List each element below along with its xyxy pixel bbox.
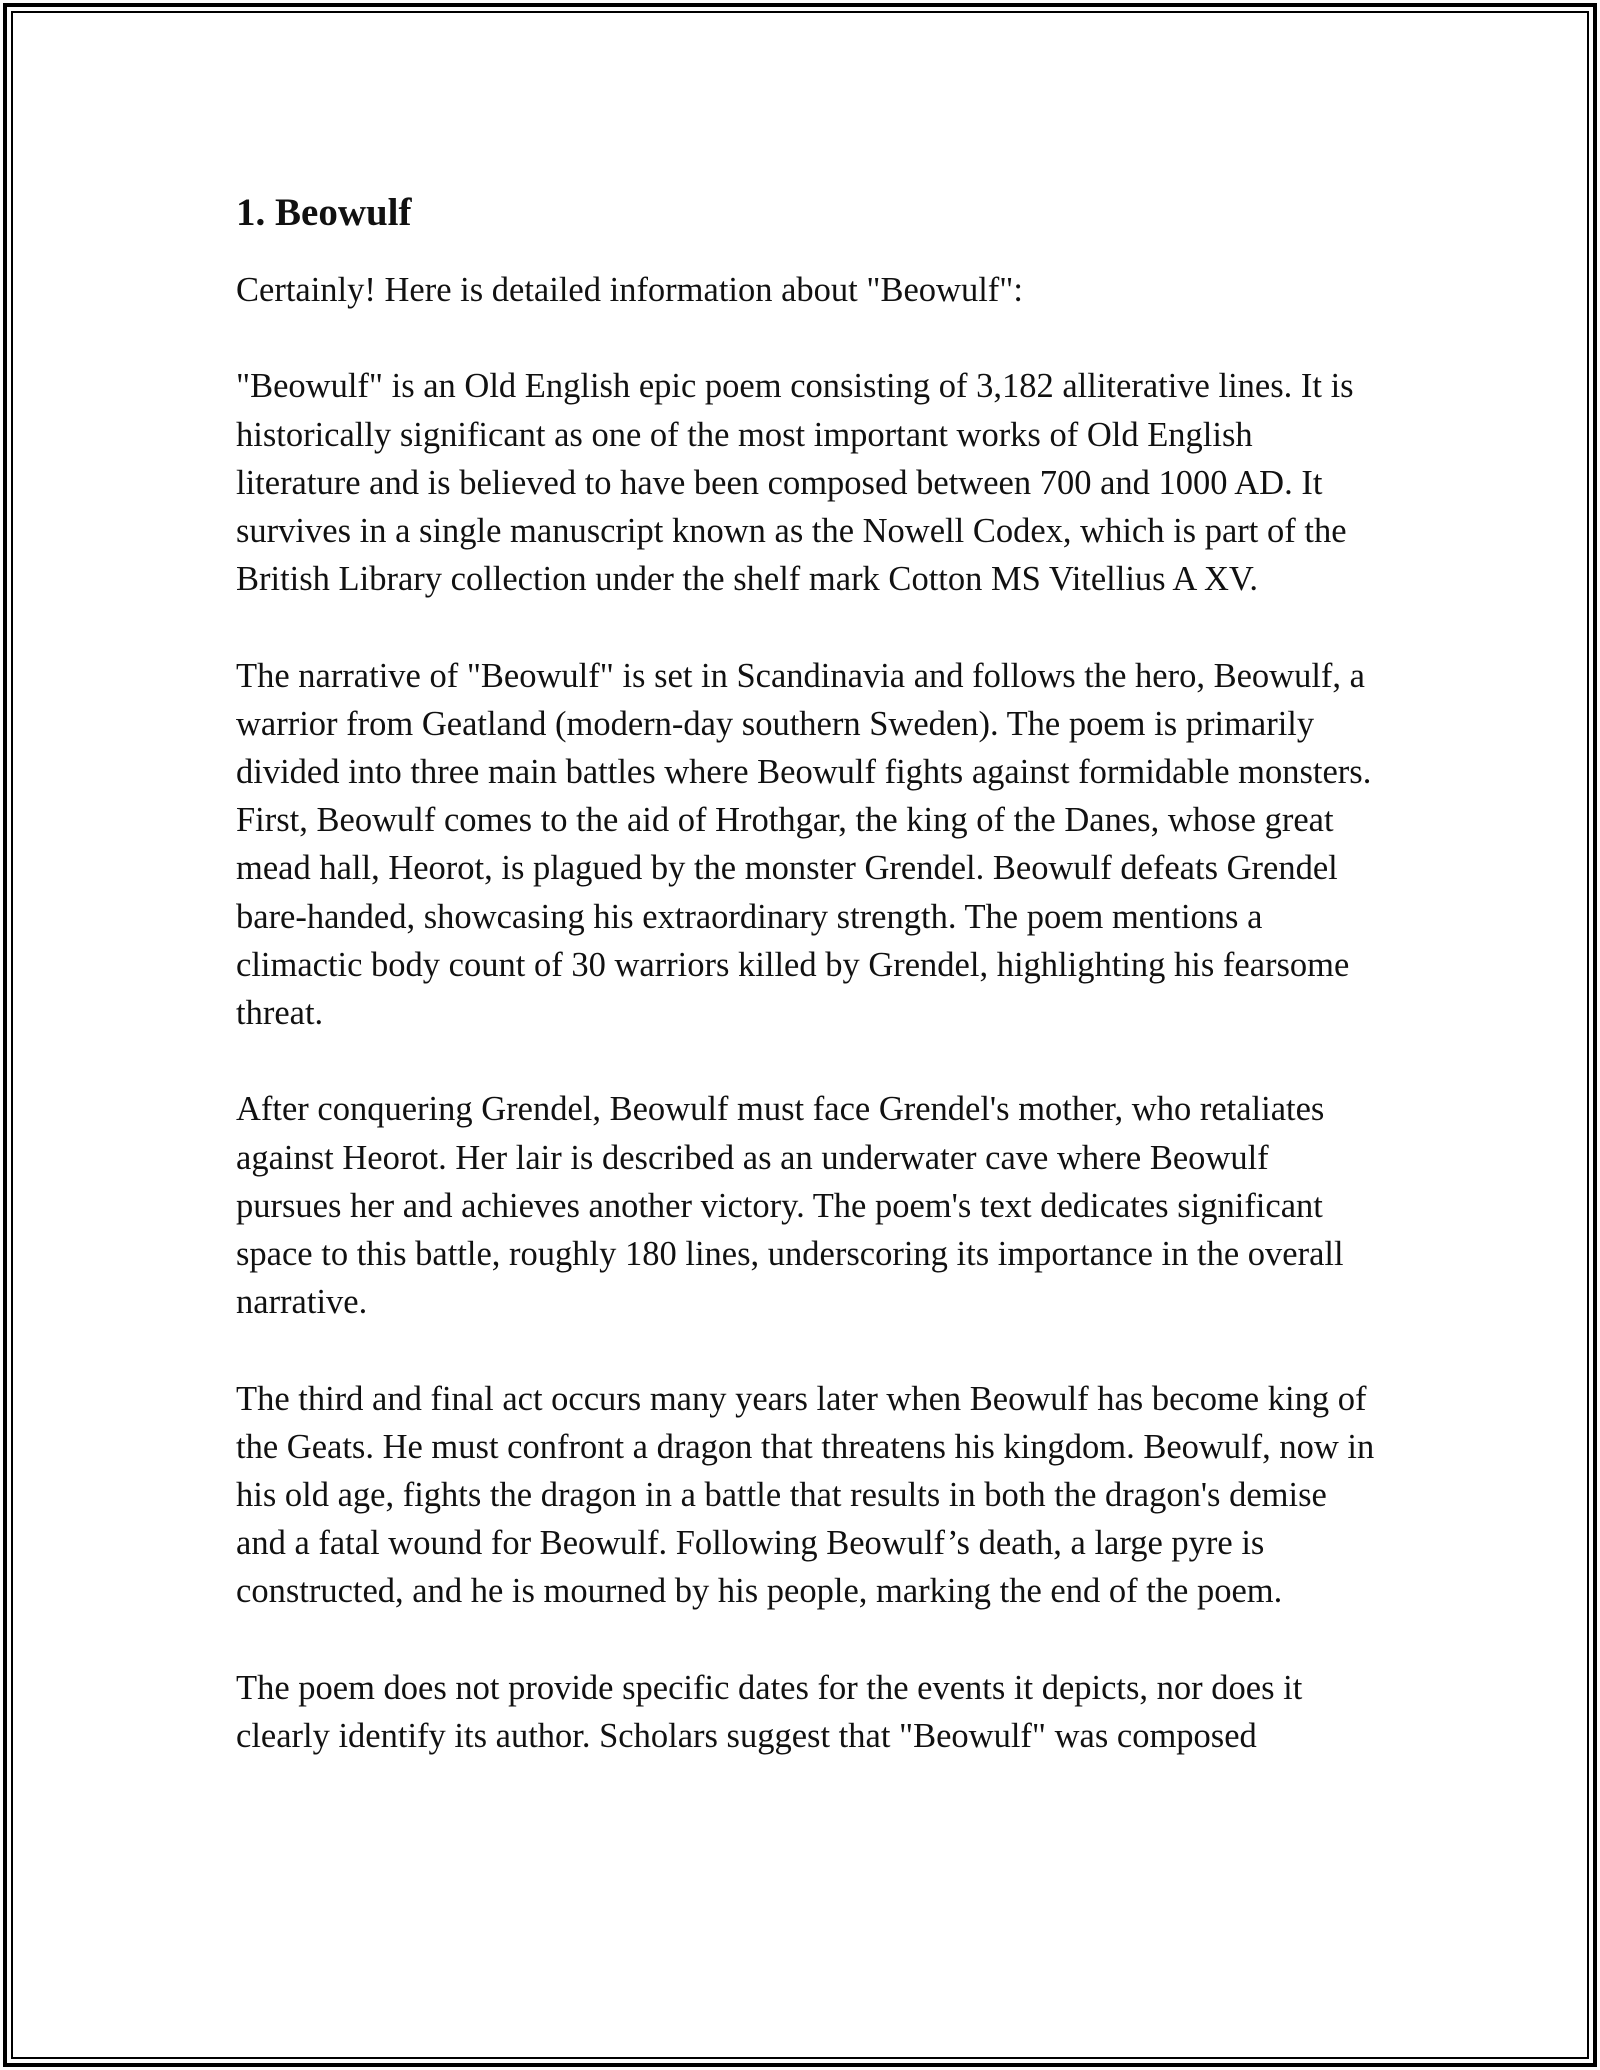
intro-paragraph: Certainly! Here is detailed information about "Beowulf": — [236, 271, 1023, 309]
narrative-paragraph: The narrative of "Beowulf" is set in Scandinavia and follows the hero, Beowulf, a warrior from Geatland (modern-day southern Sweden). The poem is primarily divided into three main battles where Beowulf fights against formidable monsters. First, Beowulf comes to the aid of Hrothgar, the king of the Danes, whose great mead hall, Heorot, is plagued by the monster Grendel. Beowulf defeats Grendel bare-handed, showcasing his extraordinary strength. The poem mentions a climactic body count of 30 warriors killed by Grendel, highlighting his fearsome threat. — [236, 656, 1372, 1033]
dragon-paragraph: The third and final act occurs many years later when Beowulf has become king of the Geats. He must confront a dragon that threatens his kingdom. Beowulf, now in his old age, fights the dragon in a battle that results in both the dragon's demise and a fatal wound for Beowulf. Following Beowulf’s death, a large pyre is constructed, and he is mourned by his people, marking the end of the poem. — [236, 1379, 1375, 1611]
document-body — [236, 186, 1376, 1760]
dating-paragraph: The poem does not provide specific dates for the events it depicts, nor does it clearly identify its author. Scholars suggest that "Beowulf" was composed — [236, 1668, 1303, 1756]
grendels-mother-paragraph: After conquering Grendel, Beowulf must face Grendel's mother, who retaliates against Heorot. Her lair is described as an underwater cave where Beowulf pursues her and achieves another victory. The poem's text dedicates significant space to this battle, roughly 180 lines, underscoring its importance in the overall narrative. — [236, 1090, 1344, 1322]
section-heading: 1. Beowulf — [236, 191, 412, 234]
overview-paragraph: "Beowulf" is an Old English epic poem consisting of 3,182 alliterative lines. It is historically significant as one of the most important works of Old English literature and is believed to have been composed between 700 and 1000 AD. It survives in a single manuscript known as the Nowell Codex, which is part of the British Library collection under the shelf mark Cotton MS Vitellius A XV. — [236, 367, 1354, 599]
